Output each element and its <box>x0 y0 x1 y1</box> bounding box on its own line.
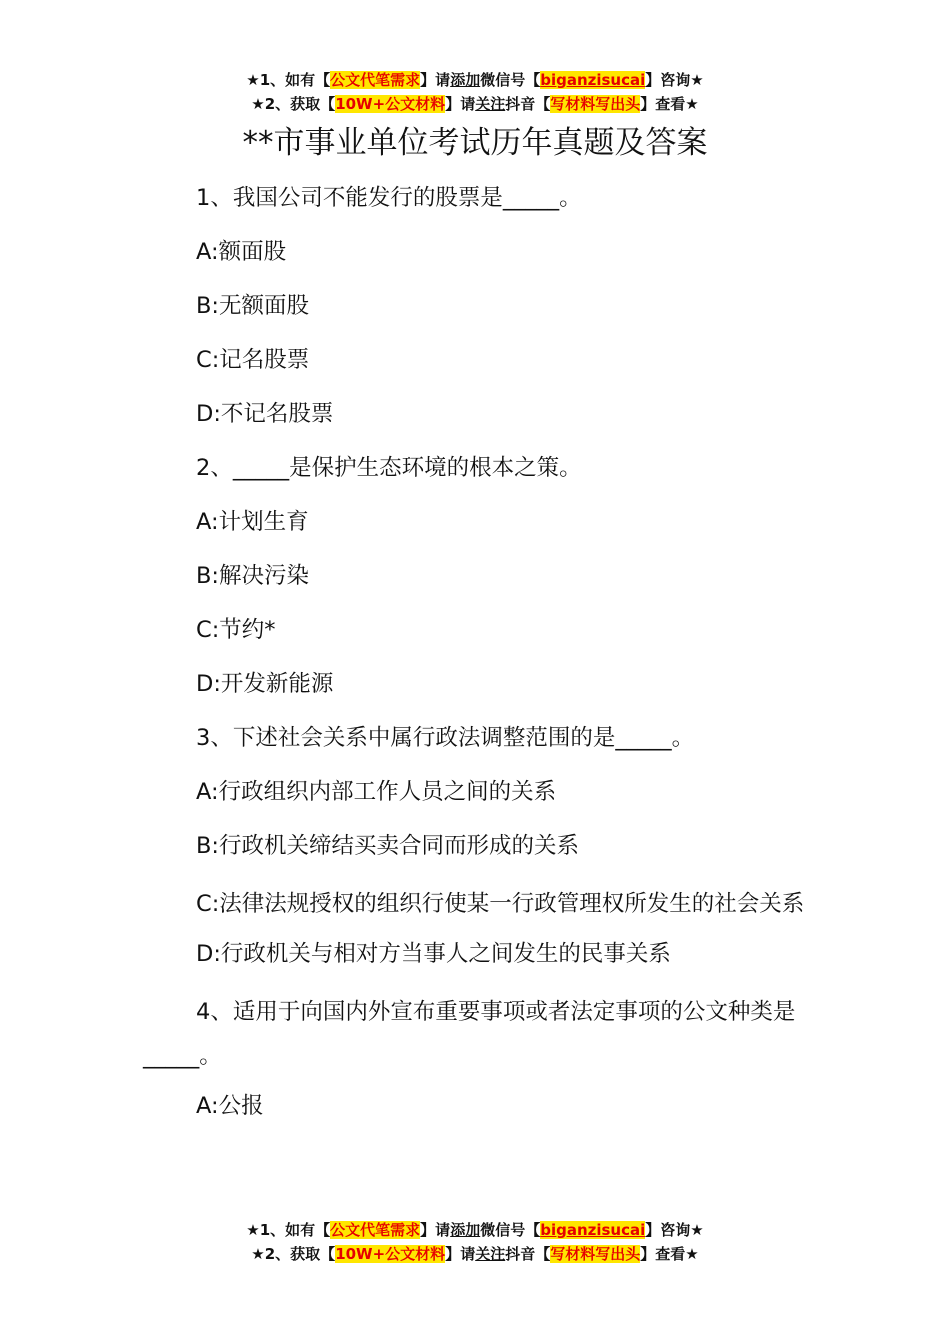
banner-line-2 <box>0 1242 950 1266</box>
banner-text: 微信号【 <box>480 1221 541 1239</box>
option-1a: A:额面股 <box>196 239 287 265</box>
option-3a: A:行政组织内部工作人员之间的关系 <box>196 779 557 805</box>
option-4a: A:公报 <box>196 1093 264 1119</box>
footer-banner <box>0 1218 950 1266</box>
question-2: 2、_____是保护生态环境的根本之策。 <box>196 455 582 481</box>
option-2b: B:解决污染 <box>196 563 310 589</box>
banner-wechat-id: biganzisucai <box>540 1221 646 1239</box>
banner-text: ★2、获取【 <box>251 95 336 113</box>
question-3: 3、下述社会关系中属行政法调整范围的是_____。 <box>196 725 695 751</box>
banner-highlight: 10W+公文材料 <box>335 95 446 113</box>
banner-text: 】请 <box>445 95 476 113</box>
banner-text: 】查看★ <box>640 95 699 113</box>
banner-highlight: 写材料写出头 <box>550 1245 641 1263</box>
banner-wechat-id: biganzisucai <box>540 71 646 89</box>
option-1c: C:记名股票 <box>196 347 310 373</box>
banner-text: 抖音【 <box>505 95 551 113</box>
banner-underlined-text: 添加 <box>450 71 481 89</box>
banner-line-2 <box>0 92 950 116</box>
banner-text: 抖音【 <box>505 1245 551 1263</box>
page-title: **市事业单位考试历年真题及答案 <box>242 125 708 161</box>
header-banner <box>0 68 950 116</box>
banner-text: 微信号【 <box>480 71 541 89</box>
banner-text: 】请 <box>420 1221 451 1239</box>
banner-text: 】咨询★ <box>645 71 704 89</box>
option-3b: B:行政机关缔结买卖合同而形成的关系 <box>196 833 580 859</box>
banner-text: 】请 <box>445 1245 476 1263</box>
banner-text: 】咨询★ <box>645 1221 704 1239</box>
option-2a: A:计划生育 <box>196 509 309 535</box>
banner-underlined-text: 关注 <box>475 95 506 113</box>
banner-underlined-text: 关注 <box>475 1245 506 1263</box>
banner-text: ★1、如有【 <box>246 71 331 89</box>
option-2d: D:开发新能源 <box>196 671 334 697</box>
banner-text: ★1、如有【 <box>246 1221 331 1239</box>
banner-text: 】查看★ <box>640 1245 699 1263</box>
banner-highlight: 10W+公文材料 <box>335 1245 446 1263</box>
banner-line-1 <box>0 68 950 92</box>
option-3c: C:法律法规授权的组织行使某一行政管理权所发生的社会关系 <box>196 891 805 917</box>
document-body <box>143 180 813 1142</box>
option-1b: B:无额面股 <box>196 293 310 319</box>
question-1: 1、我国公司不能发行的股票是_____。 <box>196 185 582 211</box>
banner-highlight: 公文代笔需求 <box>330 1221 421 1239</box>
option-2c: C:节约* <box>196 617 276 643</box>
banner-line-1 <box>0 1218 950 1242</box>
banner-underlined-text: 添加 <box>450 1221 481 1239</box>
banner-text: ★2、获取【 <box>251 1245 336 1263</box>
banner-text: 】请 <box>420 71 451 89</box>
question-4: 4、适用于向国内外宣布重要事项或者法定事项的公文种类是_____。 <box>143 999 796 1069</box>
option-1d: D:不记名股票 <box>196 401 334 427</box>
banner-highlight: 写材料写出头 <box>550 95 641 113</box>
banner-highlight: 公文代笔需求 <box>330 71 421 89</box>
option-3d: D:行政机关与相对方当事人之间发生的民事关系 <box>196 941 671 967</box>
